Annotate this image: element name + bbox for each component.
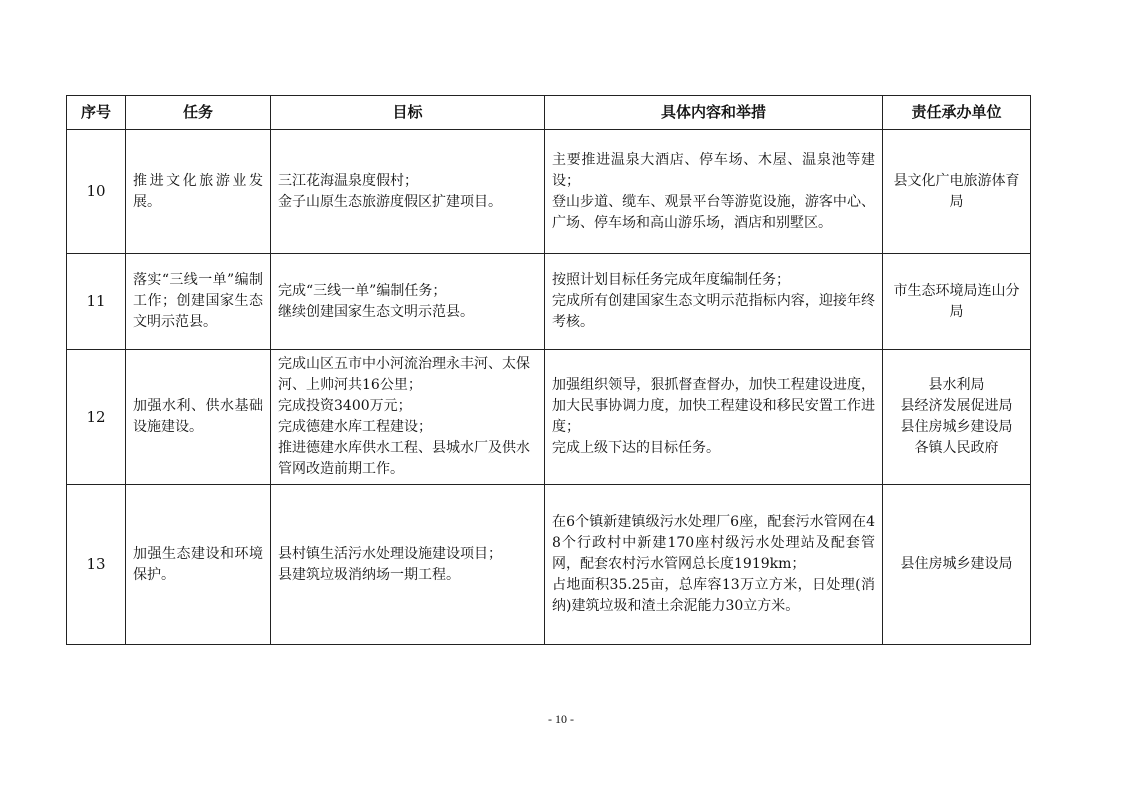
- unit-line: 各镇人民政府: [914, 440, 999, 456]
- goal-line: 继续创建国家生态文明示范县。: [278, 303, 474, 320]
- unit-line: 县住房城乡建设局: [900, 556, 1013, 572]
- row-content: [545, 485, 883, 645]
- goal-line: 县村镇生活污水处理设施建设项目；: [278, 545, 502, 562]
- unit-line: 县经济发展促进局: [900, 398, 1013, 414]
- task-line: 加强生态建设和环境保护。: [133, 545, 263, 583]
- row-unit: [883, 254, 1031, 350]
- row-goal: [271, 350, 545, 485]
- task-table: [66, 95, 1031, 645]
- row-seq: 10: [67, 130, 126, 254]
- header-task: 任务: [126, 96, 271, 130]
- row-goal: [271, 485, 545, 645]
- header-content: 具体内容和举措: [545, 96, 883, 130]
- header-goal: 目标: [271, 96, 545, 130]
- table-row: [67, 350, 1031, 485]
- row-task: [126, 350, 271, 485]
- row-content: [545, 254, 883, 350]
- row-goal: [271, 254, 545, 350]
- goal-line: 完成山区五市中小河流治理永丰河、太保河、上帅河共16公里；: [278, 356, 530, 393]
- unit-line: 县文化广电旅游体育局: [893, 172, 1020, 210]
- header-unit: 责任承办单位: [883, 96, 1031, 130]
- content-line: 按照计划目标任务完成年度编制任务；: [552, 272, 790, 288]
- row-seq: 12: [67, 350, 126, 485]
- row-task: [126, 130, 271, 254]
- content-line: 完成所有创建国家生态文明示范指标内容，迎接年终考核。: [552, 293, 875, 330]
- table-header-row: [67, 96, 1031, 130]
- task-line: 落实“三线一单”编制工作；创建国家生态文明示范县。: [133, 272, 263, 330]
- row-seq: 13: [67, 485, 126, 645]
- task-line: 加强水利、供水基础设施建设。: [133, 398, 263, 435]
- table-row: [67, 254, 1031, 350]
- task-line: 推进文化旅游业发展。: [133, 172, 263, 210]
- unit-line: 市生态环境局连山分局: [893, 282, 1020, 320]
- header-seq: 序号: [67, 96, 126, 130]
- unit-line: 县住房城乡建设局: [900, 419, 1013, 435]
- goal-line: 完成“三线一单”编制任务；: [278, 282, 447, 299]
- row-unit: [883, 350, 1031, 485]
- row-content: [545, 350, 883, 485]
- goal-line: 三江花海温泉度假村；: [278, 172, 418, 189]
- row-seq: 11: [67, 254, 126, 350]
- row-unit: [883, 485, 1031, 645]
- row-goal: [271, 130, 545, 254]
- content-line: 在6个镇新建镇级污水处理厂6座，配套污水管网在48个行政村中新建170座村级污水处理站及配套管网，配套农村污水管网总长度1919km；: [552, 514, 875, 572]
- row-task: [126, 485, 271, 645]
- content-line: 占地面积35.25亩，总库容13万立方米，日处理(消纳)建筑垃圾和渣土余泥能力30立方米。: [552, 577, 875, 614]
- content-line: 加强组织领导，狠抓督查督办，加快工程建设进度，加大民事协调力度，加快工程建设和移民安置工作进度；: [552, 377, 875, 435]
- table-row: [67, 130, 1031, 254]
- page-number: - 10 -: [548, 712, 574, 726]
- unit-line: 县水利局: [928, 377, 985, 393]
- table-row: [67, 485, 1031, 645]
- row-task: [126, 254, 271, 350]
- content-line: 完成上级下达的目标任务。: [552, 440, 720, 456]
- content-line: 登山步道、缆车、观景平台等游览设施，游客中心、广场、停车场和高山游乐场，酒店和别墅区。: [552, 193, 875, 231]
- goal-line: 金子山原生态旅游度假区扩建项目。: [278, 193, 502, 210]
- content-line: 主要推进温泉大酒店、停车场、木屋、温泉池等建设；: [552, 151, 875, 189]
- row-content: [545, 130, 883, 254]
- goal-line: 完成德建水库工程建设；: [278, 419, 432, 435]
- goal-line: 完成投资3400万元；: [278, 398, 412, 414]
- goal-line: 县建筑垃圾消纳场一期工程。: [278, 566, 460, 583]
- goal-line: 推进德建水库供水工程、县城水厂及供水管网改造前期工作。: [278, 440, 530, 477]
- row-unit: [883, 130, 1031, 254]
